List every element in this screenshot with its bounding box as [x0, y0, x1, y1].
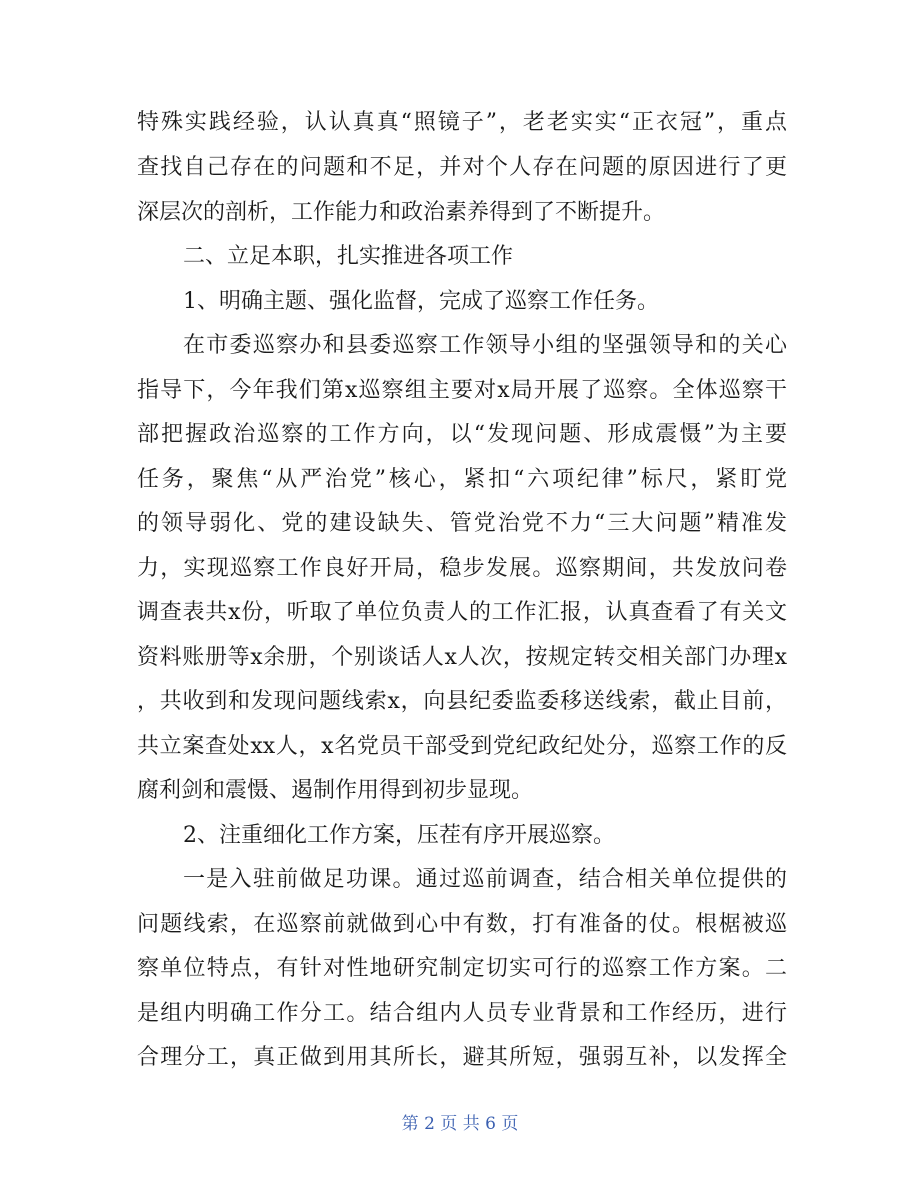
- text-line: 的领导弱化、党的建设缺失、管党治党不力“三大问题”精准发: [137, 511, 787, 536]
- text-line: 察单位特点，有针对性地研究制定切实可行的巡察工作方案。二: [137, 956, 787, 981]
- text-line: 调查表共x份，听取了单位负责人的工作汇报，认真查看了有关文: [137, 600, 787, 625]
- text-line: ，共收到和发现问题线索x，向县纪委监委移送线索，截止目前，: [137, 689, 787, 714]
- text-line: 腐利剑和震慑、遏制作用得到初步显现。: [137, 778, 534, 803]
- text-line: 在市委巡察办和县委巡察工作领导小组的坚强领导和的关心: [183, 333, 787, 358]
- text-line: 力，实现巡察工作良好开局，稳步发展。巡察期间，共发放问卷: [137, 556, 787, 581]
- text-line: 问题线索，在巡察前就做到心中有数，打有准备的仗。根椐被巡: [137, 912, 787, 937]
- subsection-heading: 1、明确主题、强化监督，完成了巡察工作任务。: [183, 289, 659, 314]
- page-number-footer: 第 2 页 共 6 页: [401, 1114, 519, 1134]
- text-line: 一是入驻前做足功课。通过巡前调查，结合相关单位提供的: [183, 867, 787, 892]
- text-line: 合理分工，真正做到用其所长，避其所短，强弱互补，以发挥全: [137, 1045, 787, 1070]
- section-heading: 二、立足本职，扎实推进各项工作: [183, 244, 514, 269]
- text-line: 深层次的剖析，工作能力和政治素养得到了不断提升。: [137, 200, 666, 225]
- text-line: 共立案查处xx人，x名党员干部受到党纪政纪处分，巡察工作的反: [137, 734, 787, 759]
- text-line: 查找自己存在的问题和不足，并对个人存在问题的原因进行了更: [137, 155, 787, 180]
- text-line: 资料账册等x余册，个别谈话人x人次，按规定转交相关部门办理x: [137, 645, 787, 670]
- text-line: 特殊实践经验，认认真真“照镜子”，老老实实“正衣冠”，重点: [137, 110, 787, 135]
- text-line: 部把握政治巡察的工作方向，以“发现问题、形成震慑”为主要: [137, 422, 787, 447]
- subsection-heading: 2、注重细化工作方案，压茬有序开展巡察。: [183, 823, 615, 848]
- text-line: 任务，聚焦“从严治党”核心，紧扣“六项纪律”标尺，紧盯党: [137, 467, 787, 492]
- text-line: 是组内明确工作分工。结合组内人员专业背景和工作经历，进行: [137, 1001, 787, 1026]
- text-line: 指导下，今年我们第x巡察组主要对x局开展了巡察。全体巡察干: [137, 378, 787, 403]
